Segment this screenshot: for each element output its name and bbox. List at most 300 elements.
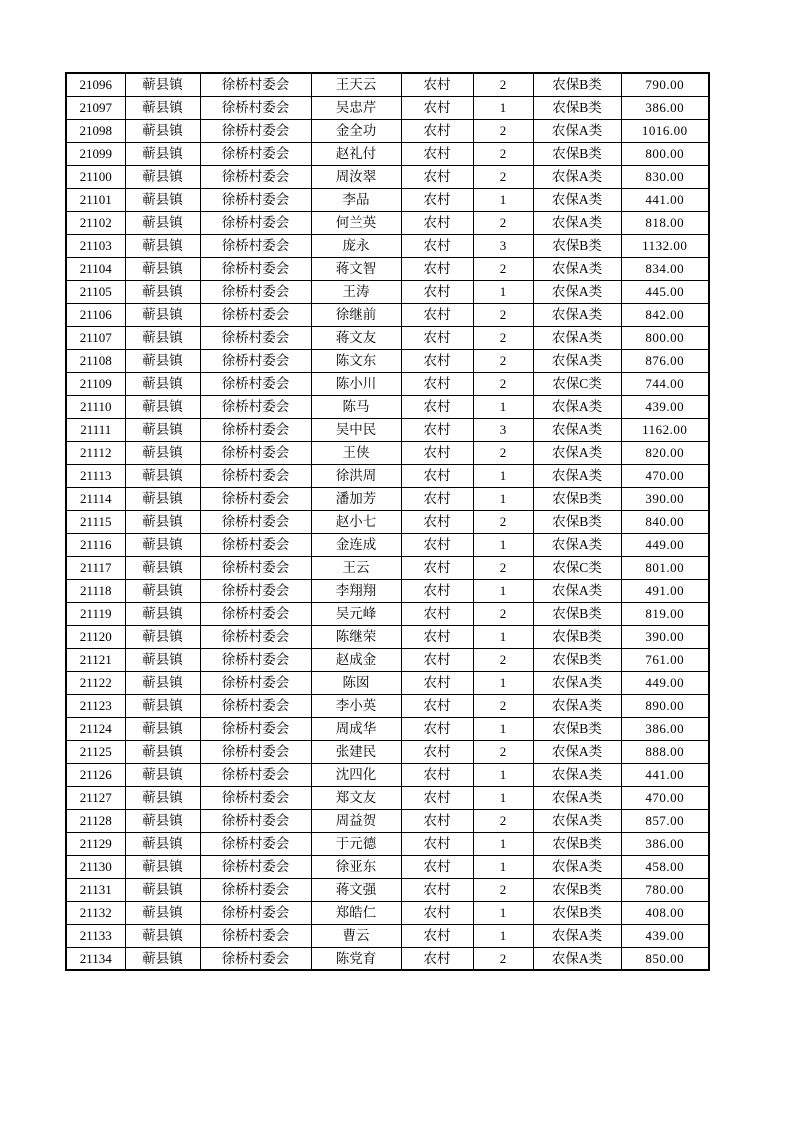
cell-town: 蕲县镇 — [125, 349, 200, 372]
cell-name: 蒋文友 — [311, 326, 401, 349]
cell-residence: 农村 — [401, 303, 473, 326]
cell-category: 农保B类 — [533, 73, 621, 96]
cell-category: 农保A类 — [533, 786, 621, 809]
cell-category: 农保B类 — [533, 648, 621, 671]
cell-village: 徐桥村委会 — [200, 901, 311, 924]
cell-category: 农保B类 — [533, 142, 621, 165]
cell-amount: 439.00 — [621, 924, 709, 947]
cell-name: 周成华 — [311, 717, 401, 740]
cell-town: 蕲县镇 — [125, 510, 200, 533]
cell-id: 21097 — [66, 96, 125, 119]
cell-name: 王云 — [311, 556, 401, 579]
cell-amount: 790.00 — [621, 73, 709, 96]
cell-id: 21108 — [66, 349, 125, 372]
table-row — [66, 579, 709, 602]
cell-id: 21127 — [66, 786, 125, 809]
cell-category: 农保A类 — [533, 671, 621, 694]
cell-residence: 农村 — [401, 372, 473, 395]
cell-village: 徐桥村委会 — [200, 188, 311, 211]
cell-village: 徐桥村委会 — [200, 947, 311, 970]
table-row — [66, 533, 709, 556]
table-body — [66, 73, 709, 970]
cell-persons: 2 — [473, 602, 533, 625]
cell-category: 农保A类 — [533, 303, 621, 326]
cell-category: 农保A类 — [533, 464, 621, 487]
cell-amount: 1162.00 — [621, 418, 709, 441]
cell-name: 庞永 — [311, 234, 401, 257]
cell-town: 蕲县镇 — [125, 533, 200, 556]
cell-category: 农保B类 — [533, 510, 621, 533]
cell-name: 郑皓仁 — [311, 901, 401, 924]
cell-name: 蒋文强 — [311, 878, 401, 901]
table-row — [66, 855, 709, 878]
cell-category: 农保A类 — [533, 947, 621, 970]
cell-id: 21131 — [66, 878, 125, 901]
cell-name: 金连成 — [311, 533, 401, 556]
cell-category: 农保A类 — [533, 763, 621, 786]
cell-village: 徐桥村委会 — [200, 855, 311, 878]
cell-persons: 2 — [473, 878, 533, 901]
cell-id: 21132 — [66, 901, 125, 924]
cell-persons: 2 — [473, 441, 533, 464]
table-row — [66, 73, 709, 96]
cell-village: 徐桥村委会 — [200, 96, 311, 119]
cell-category: 农保A类 — [533, 257, 621, 280]
cell-amount: 800.00 — [621, 142, 709, 165]
cell-persons: 1 — [473, 395, 533, 418]
cell-category: 农保A类 — [533, 395, 621, 418]
cell-residence: 农村 — [401, 165, 473, 188]
cell-town: 蕲县镇 — [125, 671, 200, 694]
cell-village: 徐桥村委会 — [200, 257, 311, 280]
cell-name: 于元德 — [311, 832, 401, 855]
cell-category: 农保A类 — [533, 579, 621, 602]
cell-persons: 2 — [473, 73, 533, 96]
cell-residence: 农村 — [401, 947, 473, 970]
cell-town: 蕲县镇 — [125, 763, 200, 786]
cell-village: 徐桥村委会 — [200, 303, 311, 326]
table-row — [66, 441, 709, 464]
cell-category: 农保B类 — [533, 878, 621, 901]
cell-town: 蕲县镇 — [125, 188, 200, 211]
cell-amount: 441.00 — [621, 763, 709, 786]
cell-town: 蕲县镇 — [125, 625, 200, 648]
cell-persons: 1 — [473, 96, 533, 119]
table-row — [66, 395, 709, 418]
cell-village: 徐桥村委会 — [200, 349, 311, 372]
cell-amount: 744.00 — [621, 372, 709, 395]
cell-category: 农保A类 — [533, 740, 621, 763]
cell-category: 农保A类 — [533, 119, 621, 142]
table-row — [66, 809, 709, 832]
cell-amount: 470.00 — [621, 464, 709, 487]
cell-amount: 857.00 — [621, 809, 709, 832]
cell-name: 周汝翠 — [311, 165, 401, 188]
table-row — [66, 694, 709, 717]
cell-name: 张建民 — [311, 740, 401, 763]
cell-name: 赵礼付 — [311, 142, 401, 165]
cell-town: 蕲县镇 — [125, 142, 200, 165]
cell-village: 徐桥村委会 — [200, 119, 311, 142]
cell-persons: 2 — [473, 142, 533, 165]
cell-name: 赵成金 — [311, 648, 401, 671]
cell-id: 21115 — [66, 510, 125, 533]
cell-category: 农保B类 — [533, 717, 621, 740]
cell-name: 陈党育 — [311, 947, 401, 970]
cell-category: 农保A类 — [533, 418, 621, 441]
cell-town: 蕲县镇 — [125, 211, 200, 234]
table-row — [66, 924, 709, 947]
cell-town: 蕲县镇 — [125, 579, 200, 602]
cell-category: 农保A类 — [533, 924, 621, 947]
cell-amount: 458.00 — [621, 855, 709, 878]
cell-category: 农保A类 — [533, 694, 621, 717]
cell-residence: 农村 — [401, 717, 473, 740]
cell-residence: 农村 — [401, 855, 473, 878]
cell-village: 徐桥村委会 — [200, 326, 311, 349]
cell-town: 蕲县镇 — [125, 96, 200, 119]
cell-id: 21113 — [66, 464, 125, 487]
cell-id: 21101 — [66, 188, 125, 211]
cell-persons: 2 — [473, 694, 533, 717]
cell-persons: 2 — [473, 510, 533, 533]
cell-id: 21098 — [66, 119, 125, 142]
cell-persons: 3 — [473, 234, 533, 257]
pension-roster-table — [65, 72, 710, 971]
cell-id: 21114 — [66, 487, 125, 510]
cell-residence: 农村 — [401, 234, 473, 257]
cell-amount: 890.00 — [621, 694, 709, 717]
table-row — [66, 671, 709, 694]
cell-residence: 农村 — [401, 441, 473, 464]
table-row — [66, 901, 709, 924]
cell-village: 徐桥村委会 — [200, 464, 311, 487]
cell-village: 徐桥村委会 — [200, 602, 311, 625]
cell-town: 蕲县镇 — [125, 717, 200, 740]
table-row — [66, 740, 709, 763]
table-row — [66, 211, 709, 234]
cell-persons: 1 — [473, 280, 533, 303]
cell-name: 吴中民 — [311, 418, 401, 441]
table-row — [66, 165, 709, 188]
table-row — [66, 303, 709, 326]
cell-name: 徐继前 — [311, 303, 401, 326]
cell-id: 21109 — [66, 372, 125, 395]
cell-persons: 2 — [473, 257, 533, 280]
cell-name: 王侠 — [311, 441, 401, 464]
cell-amount: 842.00 — [621, 303, 709, 326]
cell-id: 21116 — [66, 533, 125, 556]
cell-persons: 1 — [473, 901, 533, 924]
cell-residence: 农村 — [401, 418, 473, 441]
table-row — [66, 280, 709, 303]
cell-category: 农保A类 — [533, 349, 621, 372]
cell-amount: 386.00 — [621, 832, 709, 855]
cell-residence: 农村 — [401, 510, 473, 533]
cell-residence: 农村 — [401, 694, 473, 717]
cell-amount: 441.00 — [621, 188, 709, 211]
cell-amount: 830.00 — [621, 165, 709, 188]
cell-persons: 3 — [473, 418, 533, 441]
table-row — [66, 96, 709, 119]
cell-amount: 449.00 — [621, 671, 709, 694]
cell-village: 徐桥村委会 — [200, 73, 311, 96]
cell-amount: 491.00 — [621, 579, 709, 602]
cell-id: 21102 — [66, 211, 125, 234]
cell-residence: 农村 — [401, 786, 473, 809]
cell-id: 21111 — [66, 418, 125, 441]
cell-residence: 农村 — [401, 878, 473, 901]
cell-id: 21106 — [66, 303, 125, 326]
cell-residence: 农村 — [401, 464, 473, 487]
cell-category: 农保A类 — [533, 533, 621, 556]
cell-id: 21130 — [66, 855, 125, 878]
cell-id: 21128 — [66, 809, 125, 832]
cell-amount: 386.00 — [621, 96, 709, 119]
cell-village: 徐桥村委会 — [200, 165, 311, 188]
cell-village: 徐桥村委会 — [200, 809, 311, 832]
cell-amount: 820.00 — [621, 441, 709, 464]
cell-town: 蕲县镇 — [125, 119, 200, 142]
cell-name: 曹云 — [311, 924, 401, 947]
table-row — [66, 648, 709, 671]
cell-amount: 888.00 — [621, 740, 709, 763]
table-row — [66, 119, 709, 142]
cell-id: 21099 — [66, 142, 125, 165]
cell-amount: 390.00 — [621, 487, 709, 510]
cell-persons: 2 — [473, 556, 533, 579]
cell-residence: 农村 — [401, 924, 473, 947]
cell-name: 郑文友 — [311, 786, 401, 809]
cell-residence: 农村 — [401, 602, 473, 625]
cell-village: 徐桥村委会 — [200, 280, 311, 303]
cell-village: 徐桥村委会 — [200, 786, 311, 809]
cell-category: 农保A类 — [533, 165, 621, 188]
table-row — [66, 464, 709, 487]
cell-town: 蕲县镇 — [125, 464, 200, 487]
cell-amount: 439.00 — [621, 395, 709, 418]
cell-amount: 840.00 — [621, 510, 709, 533]
cell-persons: 2 — [473, 326, 533, 349]
cell-residence: 农村 — [401, 73, 473, 96]
table-row — [66, 487, 709, 510]
cell-town: 蕲县镇 — [125, 556, 200, 579]
table-row — [66, 717, 709, 740]
cell-id: 21123 — [66, 694, 125, 717]
cell-residence: 农村 — [401, 579, 473, 602]
cell-id: 21124 — [66, 717, 125, 740]
cell-name: 沈四化 — [311, 763, 401, 786]
cell-category: 农保B类 — [533, 487, 621, 510]
cell-name: 徐亚东 — [311, 855, 401, 878]
cell-name: 赵小七 — [311, 510, 401, 533]
cell-town: 蕲县镇 — [125, 303, 200, 326]
cell-town: 蕲县镇 — [125, 832, 200, 855]
table-row — [66, 142, 709, 165]
cell-id: 21125 — [66, 740, 125, 763]
cell-amount: 1132.00 — [621, 234, 709, 257]
cell-category: 农保A类 — [533, 188, 621, 211]
cell-amount: 1016.00 — [621, 119, 709, 142]
cell-amount: 449.00 — [621, 533, 709, 556]
cell-town: 蕲县镇 — [125, 441, 200, 464]
table-row — [66, 372, 709, 395]
cell-amount: 876.00 — [621, 349, 709, 372]
cell-persons: 2 — [473, 165, 533, 188]
cell-persons: 2 — [473, 119, 533, 142]
cell-village: 徐桥村委会 — [200, 211, 311, 234]
cell-name: 陈马 — [311, 395, 401, 418]
cell-residence: 农村 — [401, 211, 473, 234]
cell-persons: 1 — [473, 533, 533, 556]
table-row — [66, 349, 709, 372]
cell-village: 徐桥村委会 — [200, 740, 311, 763]
table-row — [66, 556, 709, 579]
cell-name: 吴元峰 — [311, 602, 401, 625]
cell-name: 王天云 — [311, 73, 401, 96]
cell-amount: 780.00 — [621, 878, 709, 901]
cell-town: 蕲县镇 — [125, 924, 200, 947]
table-row — [66, 234, 709, 257]
cell-residence: 农村 — [401, 671, 473, 694]
cell-id: 21100 — [66, 165, 125, 188]
cell-residence: 农村 — [401, 280, 473, 303]
cell-id: 21121 — [66, 648, 125, 671]
cell-amount: 390.00 — [621, 625, 709, 648]
cell-category: 农保C类 — [533, 372, 621, 395]
cell-residence: 农村 — [401, 395, 473, 418]
cell-amount: 801.00 — [621, 556, 709, 579]
cell-residence: 农村 — [401, 740, 473, 763]
cell-persons: 2 — [473, 809, 533, 832]
cell-town: 蕲县镇 — [125, 786, 200, 809]
cell-town: 蕲县镇 — [125, 740, 200, 763]
cell-amount: 408.00 — [621, 901, 709, 924]
cell-category: 农保B类 — [533, 234, 621, 257]
cell-residence: 农村 — [401, 625, 473, 648]
cell-name: 王涛 — [311, 280, 401, 303]
cell-name: 吴忠芹 — [311, 96, 401, 119]
cell-id: 21133 — [66, 924, 125, 947]
cell-town: 蕲县镇 — [125, 855, 200, 878]
cell-town: 蕲县镇 — [125, 165, 200, 188]
cell-amount: 761.00 — [621, 648, 709, 671]
cell-category: 农保B类 — [533, 625, 621, 648]
cell-amount: 850.00 — [621, 947, 709, 970]
cell-category: 农保B类 — [533, 832, 621, 855]
cell-category: 农保A类 — [533, 441, 621, 464]
cell-name: 金全功 — [311, 119, 401, 142]
cell-town: 蕲县镇 — [125, 418, 200, 441]
cell-town: 蕲县镇 — [125, 694, 200, 717]
cell-id: 21105 — [66, 280, 125, 303]
table-row — [66, 763, 709, 786]
cell-name: 陈文东 — [311, 349, 401, 372]
cell-town: 蕲县镇 — [125, 648, 200, 671]
cell-town: 蕲县镇 — [125, 395, 200, 418]
cell-name: 陈继荣 — [311, 625, 401, 648]
cell-name: 潘加芳 — [311, 487, 401, 510]
cell-amount: 445.00 — [621, 280, 709, 303]
cell-id: 21107 — [66, 326, 125, 349]
cell-village: 徐桥村委会 — [200, 418, 311, 441]
table-row — [66, 832, 709, 855]
cell-id: 21103 — [66, 234, 125, 257]
cell-amount: 834.00 — [621, 257, 709, 280]
cell-persons: 1 — [473, 487, 533, 510]
cell-category: 农保B类 — [533, 901, 621, 924]
cell-id: 21096 — [66, 73, 125, 96]
cell-town: 蕲县镇 — [125, 947, 200, 970]
cell-id: 21134 — [66, 947, 125, 970]
cell-town: 蕲县镇 — [125, 73, 200, 96]
cell-persons: 2 — [473, 648, 533, 671]
cell-persons: 1 — [473, 855, 533, 878]
cell-town: 蕲县镇 — [125, 257, 200, 280]
cell-village: 徐桥村委会 — [200, 556, 311, 579]
cell-amount: 818.00 — [621, 211, 709, 234]
cell-id: 21117 — [66, 556, 125, 579]
cell-residence: 农村 — [401, 119, 473, 142]
cell-town: 蕲县镇 — [125, 280, 200, 303]
cell-village: 徐桥村委会 — [200, 648, 311, 671]
cell-residence: 农村 — [401, 257, 473, 280]
cell-persons: 2 — [473, 349, 533, 372]
cell-village: 徐桥村委会 — [200, 487, 311, 510]
cell-village: 徐桥村委会 — [200, 441, 311, 464]
cell-name: 徐洪周 — [311, 464, 401, 487]
cell-residence: 农村 — [401, 487, 473, 510]
cell-persons: 1 — [473, 625, 533, 648]
table-row — [66, 786, 709, 809]
table-row — [66, 625, 709, 648]
cell-town: 蕲县镇 — [125, 326, 200, 349]
cell-residence: 农村 — [401, 763, 473, 786]
cell-village: 徐桥村委会 — [200, 234, 311, 257]
cell-residence: 农村 — [401, 96, 473, 119]
cell-residence: 农村 — [401, 648, 473, 671]
cell-name: 何兰英 — [311, 211, 401, 234]
cell-persons: 1 — [473, 188, 533, 211]
cell-village: 徐桥村委会 — [200, 625, 311, 648]
cell-residence: 农村 — [401, 349, 473, 372]
table-row — [66, 947, 709, 970]
cell-village: 徐桥村委会 — [200, 671, 311, 694]
cell-village: 徐桥村委会 — [200, 924, 311, 947]
cell-residence: 农村 — [401, 142, 473, 165]
cell-residence: 农村 — [401, 809, 473, 832]
cell-residence: 农村 — [401, 556, 473, 579]
cell-name: 陈囡 — [311, 671, 401, 694]
cell-persons: 1 — [473, 579, 533, 602]
table-row — [66, 326, 709, 349]
cell-village: 徐桥村委会 — [200, 142, 311, 165]
cell-persons: 1 — [473, 786, 533, 809]
cell-id: 21129 — [66, 832, 125, 855]
cell-village: 徐桥村委会 — [200, 763, 311, 786]
cell-id: 21126 — [66, 763, 125, 786]
cell-category: 农保A类 — [533, 280, 621, 303]
cell-name: 李翔翔 — [311, 579, 401, 602]
table-row — [66, 188, 709, 211]
cell-id: 21119 — [66, 602, 125, 625]
cell-id: 21120 — [66, 625, 125, 648]
cell-id: 21112 — [66, 441, 125, 464]
cell-town: 蕲县镇 — [125, 234, 200, 257]
cell-residence: 农村 — [401, 832, 473, 855]
cell-id: 21104 — [66, 257, 125, 280]
cell-name: 李小英 — [311, 694, 401, 717]
